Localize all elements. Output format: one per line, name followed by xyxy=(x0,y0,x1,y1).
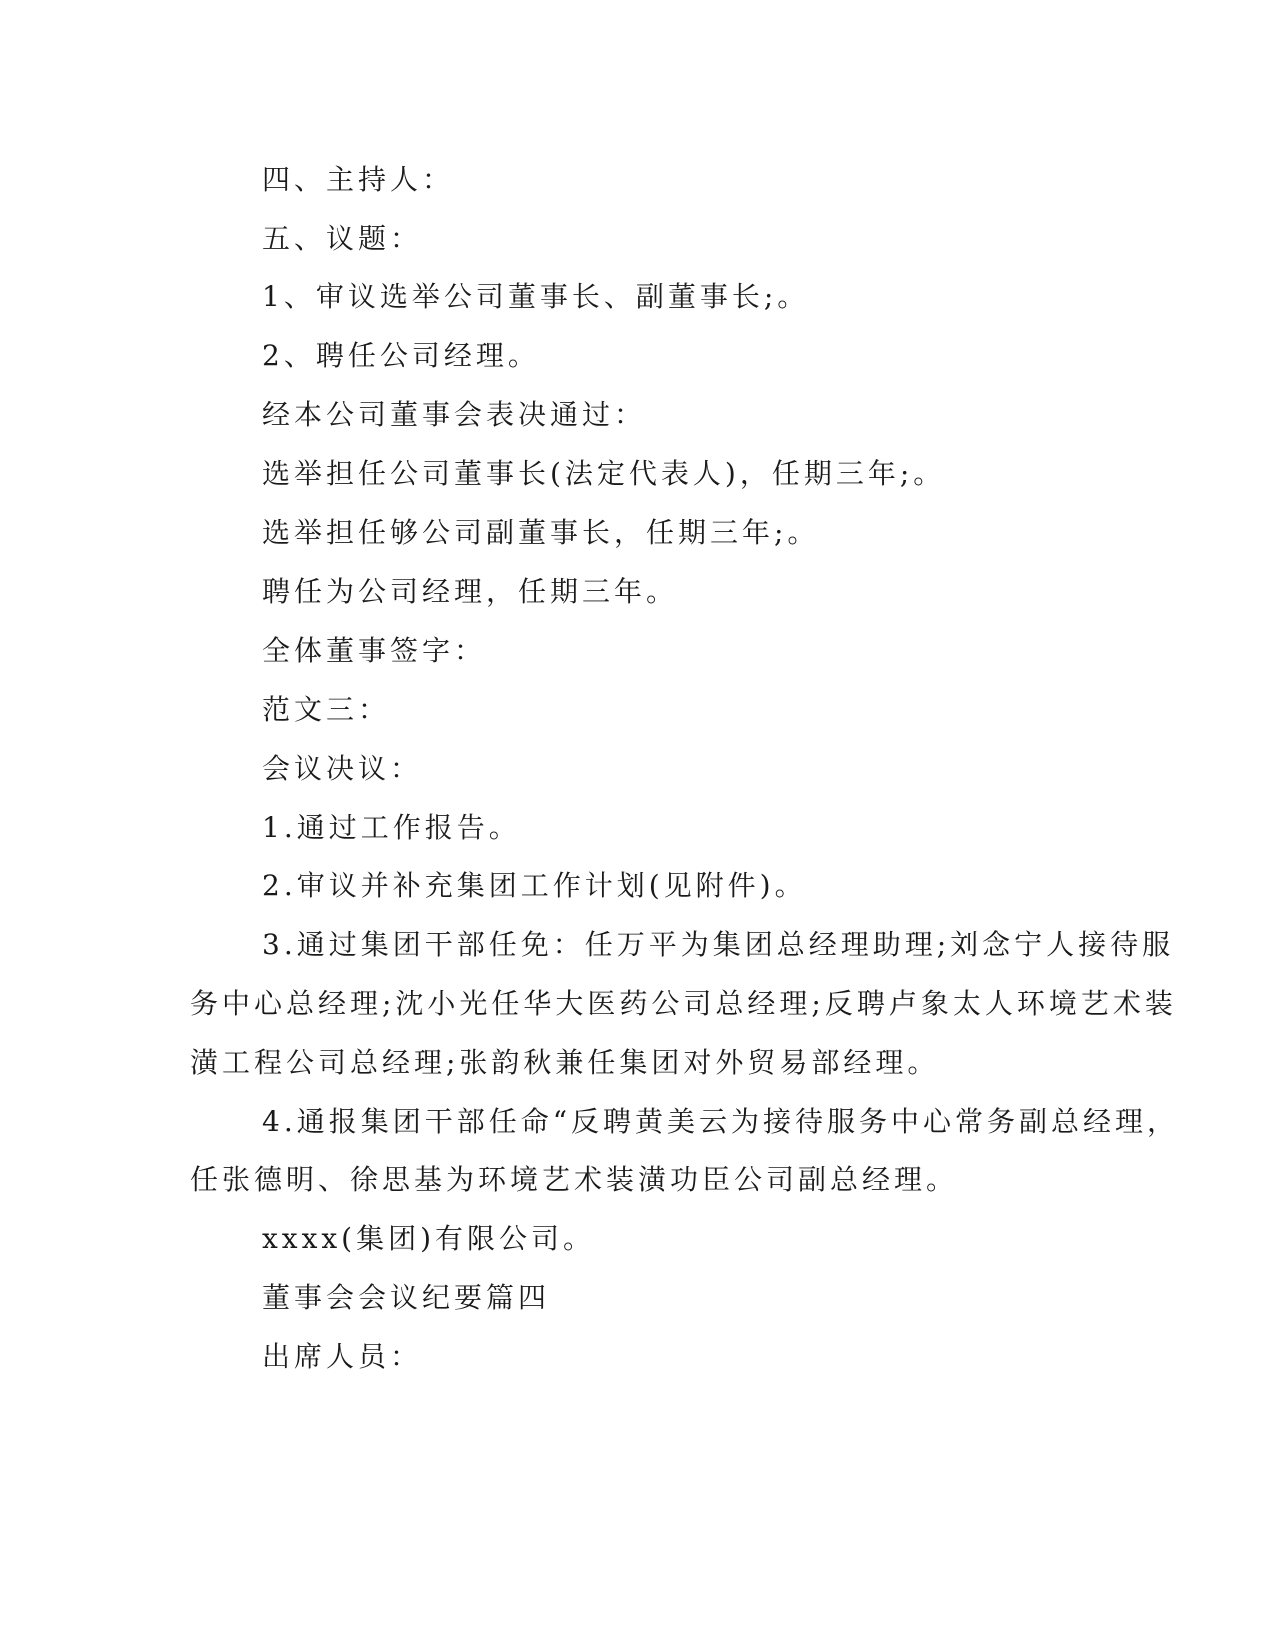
text-line: 4.通报集团干部任命“反聘黄美云为接待服务中心常务副总经理， xyxy=(262,1105,1180,1138)
text-line: 潢工程公司总经理;张韵秋兼任集团对外贸易部经理。 xyxy=(190,1046,940,1079)
text-line: 五、议题： xyxy=(262,222,423,255)
text-line: 2.审议并补充集团工作计划(见附件)。 xyxy=(262,869,807,902)
text-line: 任张德明、徐思基为环境艺术装潢功臣公司副总经理。 xyxy=(190,1163,959,1196)
text-line: 四、主持人： xyxy=(262,163,455,196)
text-line: 会议决议： xyxy=(262,752,423,785)
text-line: 董事会会议纪要篇四 xyxy=(262,1281,551,1314)
text-line: 选举担任公司董事长(法定代表人)，任期三年;。 xyxy=(262,457,946,490)
text-line: 1.通过工作报告。 xyxy=(262,811,521,844)
text-line: 选举担任够公司副董事长，任期三年;。 xyxy=(262,516,820,549)
text-line: 经本公司董事会表决通过： xyxy=(262,398,647,431)
text-line: 全体董事签字： xyxy=(262,634,487,667)
text-line: 1、审议选举公司董事长、副董事长;。 xyxy=(262,280,810,313)
text-line: 2、聘任公司经理。 xyxy=(262,339,540,372)
text-line: 聘任为公司经理，任期三年。 xyxy=(262,575,679,608)
text-line: 范文三： xyxy=(262,693,391,726)
text-line: xxxx(集团)有限公司。 xyxy=(262,1222,596,1255)
text-line: 务中心总经理;沈小光任华大医药公司总经理;反聘卢象太人环境艺术装 xyxy=(190,987,1177,1020)
text-line: 出席人员： xyxy=(262,1340,423,1373)
text-line: 3.通过集团干部任免：任万平为集团总经理助理;刘念宁人接待服 xyxy=(262,928,1175,961)
